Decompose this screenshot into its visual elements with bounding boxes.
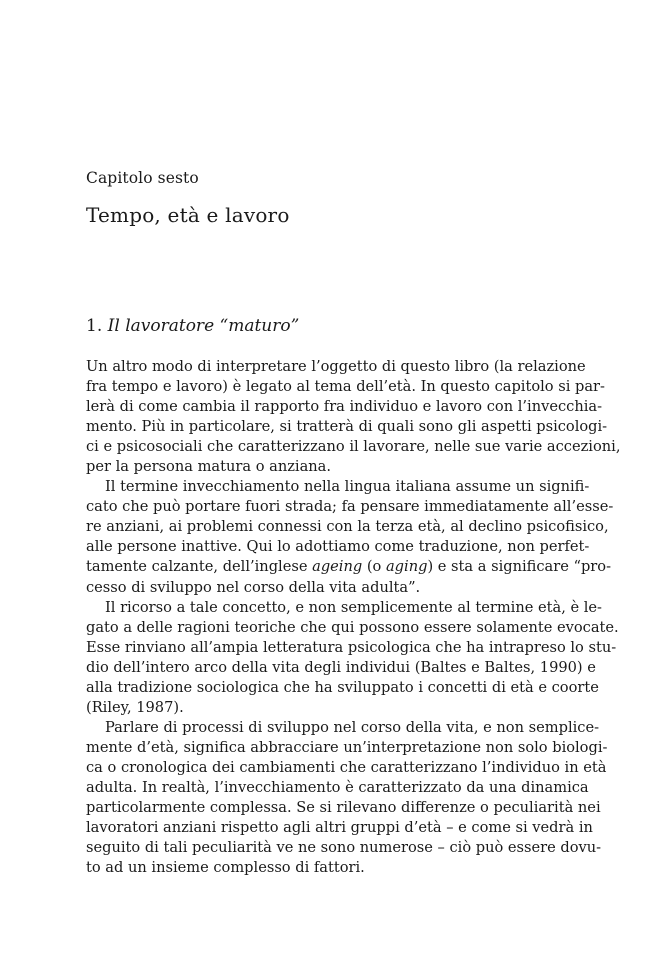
text-line: lavoratori anziani rispetto agli altri gruppi d’età – e come si vedrà in [86, 819, 593, 837]
text-segment: tamente calzante, dell’inglese [86, 558, 313, 576]
text-line: alla tradizione sociologica che ha sviluppato i concetti di età e coorte [86, 678, 599, 696]
text-line: (Riley, 1987). [86, 698, 184, 716]
text-line: dio dell’intero arco della vita degli individui (Baltes e Baltes, 1990) e [86, 658, 596, 676]
text-line: Il ricorso a tale concetto, e non semplicemente al termine età, è le- [105, 598, 602, 616]
emphasis-ageing: ageing [312, 558, 363, 576]
text-line: particolarmente complessa. Se si rilevano differenze o peculiarità nei [86, 799, 601, 817]
text-line: cato che può portare fuori strada; fa pensare immediatamente all’esse- [86, 498, 614, 516]
text-line: Esse rinviano all’ampia letteratura psicologica che ha intrapreso lo stu- [86, 638, 617, 656]
text-line: lerà di come cambia il rapporto fra individuo e lavoro con l’invecchia- [86, 398, 603, 416]
section-number: 1. [86, 316, 103, 336]
text-line: mento. Più in particolare, si tratterà di quali sono gli aspetti psicologi- [86, 418, 608, 436]
text-line-with-emphasis [86, 557, 611, 577]
body-text [86, 357, 621, 878]
emphasis-aging: aging [385, 558, 428, 576]
text-segment: (o [362, 558, 386, 576]
text-line: ca o cronologica dei cambiamenti che caratterizzano l’individuo in età [86, 758, 607, 776]
text-line: Parlare di processi di sviluppo nel corso della vita, e non semplice- [105, 718, 600, 736]
section-title: Il lavoratore “maturo” [107, 316, 300, 336]
text-line: per la persona matura o anziana. [86, 458, 332, 476]
text-line: seguito di tali peculiarità ve ne sono numerose – ciò può essere dovu- [86, 839, 602, 857]
text-line: alle persone inattive. Qui lo adottiamo come traduzione, non perfet- [86, 538, 590, 556]
text-line: fra tempo e lavoro) è legato al tema dell’età. In questo capitolo si par- [86, 378, 605, 396]
text-line: Un altro modo di interpretare l’oggetto di questo libro (la relazione [86, 358, 586, 375]
chapter-label: Capitolo sesto [86, 169, 199, 187]
text-line: mente d’età, significa abbracciare un’interpretazione non solo biologi- [86, 738, 608, 756]
text-line: adulta. In realtà, l’invecchiamento è caratterizzato da una dinamica [86, 778, 589, 796]
text-line: gato a delle ragioni teoriche che qui possono essere solamente evocate. [86, 618, 619, 636]
text-line: cesso di sviluppo nel corso della vita adulta”. [86, 578, 421, 596]
text-line: to ad un insieme complesso di fattori. [86, 859, 365, 877]
text-segment: ) e sta a significare “pro- [427, 558, 611, 576]
text-line: Il termine invecchiamento nella lingua italiana assume un signifi- [105, 478, 590, 496]
chapter-title: Tempo, età e lavoro [86, 203, 290, 227]
section-heading [86, 316, 299, 336]
text-line: re anziani, ai problemi connessi con la terza età, al declino psicofisico, [86, 518, 609, 536]
text-line: ci e psicosociali che caratterizzano il lavorare, nelle sue varie accezioni, [86, 438, 621, 456]
